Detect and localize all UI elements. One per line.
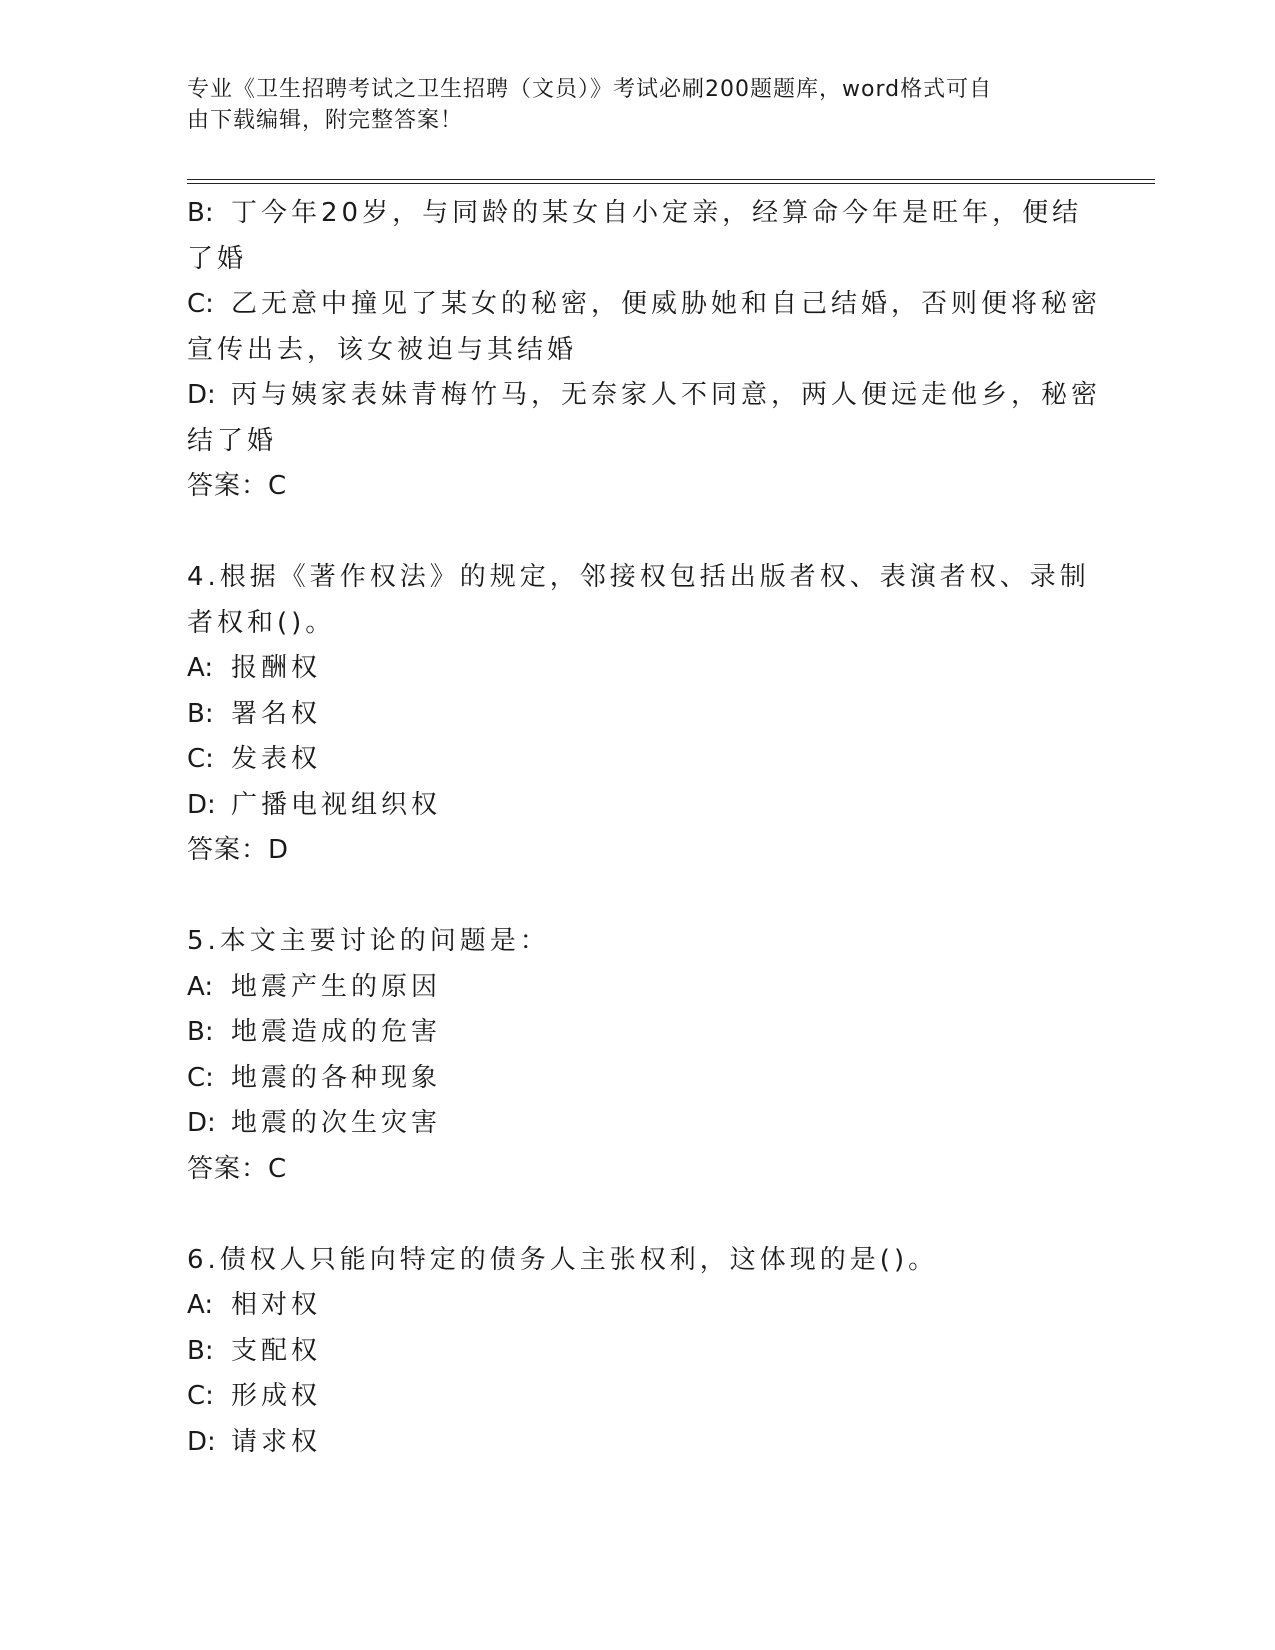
option-d-continued: 结了婚 (187, 425, 278, 456)
spacer (187, 874, 1077, 920)
option-c (187, 737, 1077, 783)
answer-label: 答案： (187, 1153, 269, 1184)
option-text: 报酬权 (231, 653, 322, 683)
question-stem-continued: 者权和()。 (187, 607, 336, 638)
document-body (187, 191, 1102, 1465)
question-stem: 6.债权人只能向特定的债务人主张权利，这体现的是()。 (187, 1244, 939, 1275)
option-c-continued: 宣传出去，该女被迫与其结婚 (187, 334, 578, 365)
option-d (187, 1420, 1077, 1466)
option-d (187, 373, 1102, 419)
header-line-1: 专业《卫生招聘考试之卫生招聘（文员）》考试必刷200题题库，word格式可自 (187, 77, 993, 102)
option-c (187, 1056, 1077, 1102)
option-label: C: (187, 289, 214, 319)
answer-value: C (268, 471, 288, 501)
answer-line (187, 464, 1077, 510)
spacer (187, 1192, 1077, 1238)
option-text: 地震的次生灾害 (231, 1108, 442, 1138)
question-3-tail (187, 191, 1102, 510)
question-5 (187, 919, 1077, 1192)
option-b (187, 692, 1077, 738)
option-label: D: (187, 380, 216, 410)
option-label: A: (187, 1290, 214, 1320)
option-text: 支配权 (231, 1335, 322, 1366)
option-label: A: (187, 971, 214, 1002)
question-4 (187, 555, 1090, 874)
option-text: 乙无意中撞见了某女的秘密，便威胁她和自己结婚，否则便将秘密 (231, 289, 1102, 319)
option-label: C: (187, 744, 214, 774)
option-label: C: (187, 1381, 214, 1411)
option-c (187, 1374, 1077, 1420)
option-text: 发表权 (231, 744, 322, 774)
header-divider-bottom (187, 183, 1155, 184)
option-label: B: (187, 1017, 214, 1047)
option-text: 地震造成的危害 (231, 1017, 442, 1047)
option-text: 地震产生的原因 (231, 971, 442, 1002)
question-6 (187, 1238, 1077, 1466)
option-label: D: (187, 1426, 216, 1457)
spacer (187, 510, 1077, 556)
option-text: 地震的各种现象 (231, 1062, 442, 1093)
answer-line (187, 828, 1077, 874)
option-a (187, 1283, 1077, 1329)
option-label: C: (187, 1062, 214, 1093)
question-stem: 5.本文主要讨论的问题是： (187, 926, 550, 956)
option-d (187, 1101, 1077, 1147)
option-text: 丙与姨家表妹青梅竹马，无奈家人不同意，两人便远走他乡，秘密 (231, 380, 1102, 410)
option-b (187, 191, 1083, 237)
answer-label: 答案： (187, 471, 269, 501)
option-d (187, 783, 1077, 829)
option-label: D: (187, 789, 216, 820)
option-text: 丁今年20岁，与同龄的某女自小定亲，经算命今年是旺年，便结 (231, 198, 1083, 228)
answer-line (187, 1147, 1077, 1193)
option-b (187, 1329, 1077, 1375)
option-label: B: (187, 1335, 214, 1366)
option-text: 相对权 (231, 1290, 322, 1320)
document-header (187, 74, 1067, 136)
option-label: B: (187, 198, 214, 228)
answer-value: C (268, 1153, 288, 1184)
option-a (187, 965, 1077, 1011)
option-label: B: (187, 698, 214, 729)
answer-value: D (268, 835, 290, 865)
option-text: 广播电视组织权 (231, 789, 442, 820)
option-text: 署名权 (231, 698, 322, 729)
option-label: D: (187, 1108, 216, 1138)
option-a (187, 646, 1077, 692)
answer-label: 答案： (187, 835, 269, 865)
option-b (187, 1010, 1077, 1056)
option-b-continued: 了婚 (187, 243, 248, 274)
option-c (187, 282, 1102, 328)
option-label: A: (187, 653, 214, 683)
option-text: 请求权 (231, 1426, 322, 1457)
option-text: 形成权 (231, 1381, 322, 1411)
question-stem: 4.根据《著作权法》的规定，邻接权包括出版者权、表演者权、录制 (187, 562, 1090, 592)
header-divider-top (187, 179, 1155, 180)
header-line-2: 由下载编辑，附完整答案！ (187, 108, 464, 133)
